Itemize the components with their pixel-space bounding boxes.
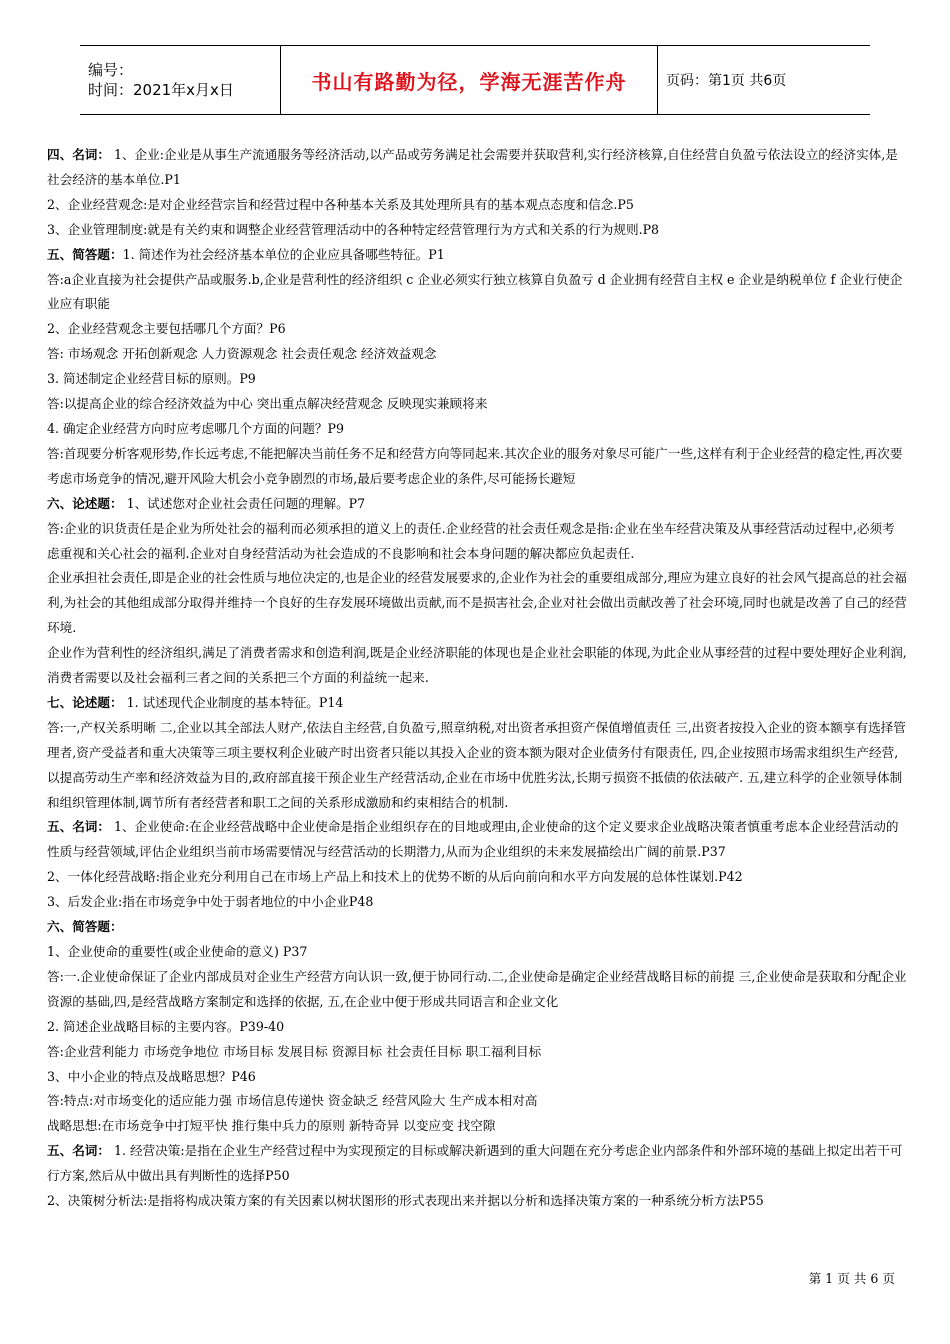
paragraph xyxy=(47,1040,907,1065)
paragraph xyxy=(47,417,907,442)
paragraph-text: 企业作为营利性的经济组织,满足了消费者需求和创造利润,既是企业经济职能的体现也是企业社会职能的体现,为此企业从事经营的过程中要处理好企业利润,消费者需要以及社会福利三者之间的关系把三个方面的利益统一起来. xyxy=(47,645,907,686)
paragraph-text: 战略思想:在市场竞争中打短平快 推行集中兵力的原则 新特奇异 以变应变 找空隙 xyxy=(47,1118,496,1134)
document-body xyxy=(47,143,907,1214)
paragraph xyxy=(47,965,907,1015)
paragraph xyxy=(47,1065,907,1090)
paragraph-text: 答:企业的识货责任是企业为所处社会的福利而必须承担的道义上的责任.企业经营的社会责任观念是指:企业在坐车经营决策及从事经营活动过程中,必须考虑重视和关心社会的福利.企业对自身经营活动为社会造成的不良影响和社会本身问题的解决都应负起责任. xyxy=(47,520,895,561)
paragraph xyxy=(47,815,907,865)
paragraph xyxy=(47,940,907,965)
section-label: 六、简答题： xyxy=(47,919,123,935)
paragraph xyxy=(47,342,907,367)
page-footer: 第 1 页 共 6 页 xyxy=(808,1271,895,1286)
paragraph xyxy=(47,442,907,492)
paragraph xyxy=(47,691,907,716)
paragraph-text: 2. 简述企业战略目标的主要内容。P39-40 xyxy=(47,1018,285,1034)
section-label: 六、论述题： xyxy=(47,495,123,511)
paragraph-text: 答:以提高企业的综合经济效益为中心 突出重点解决经营观念 反映现实兼顾将来 xyxy=(47,396,488,412)
paragraph-text: 2、企业经营观念:是对企业经营宗旨和经营过程中各种基本关系及其处理所具有的基本观点态度和信念.P5 xyxy=(47,196,634,212)
paragraph-text: 1. 简述作为社会经济基本单位的企业应具备哪些特征。P1 xyxy=(122,246,445,262)
paragraph-text: 答:一.企业使命保证了企业内部成员对企业生产经营方向认识一致,便于协同行动.二,企业使命是确定企业经营战略目标的前提 三,企业使命是获取和分配企业资源的基础,四,是经营战略方案制定和选择的依据, 五,在企业中便于形成共同语言和企业文化 xyxy=(47,968,907,1009)
paragraph xyxy=(47,218,907,243)
paragraph xyxy=(47,865,907,890)
paragraph xyxy=(47,890,907,915)
paragraph-text: 3、企业管理制度:就是有关约束和调整企业经营管理活动中的各种特定经营管理行为方式和关系的行为规则.P8 xyxy=(47,221,660,237)
paragraph-text: 1、试述您对企业社会责任问题的理解。P7 xyxy=(122,495,366,511)
section-label: 四、名词： xyxy=(47,147,110,162)
paragraph xyxy=(47,566,907,641)
paragraph-text: 3、后发企业:指在市场竞争中处于弱者地位的中小企业P48 xyxy=(47,894,374,910)
paragraph xyxy=(47,1089,907,1114)
section-label: 五、名词： xyxy=(47,1143,110,1159)
paragraph-text: 答:首现要分析客观形势,作长远考虑,不能把解决当前任务不足和经营方向等同起来.其次企业的服务对象尽可能广一些,这样有利于企业经营的稳定性,再次要考虑市场竞争的情况,避开风险大机会小竞争剧烈的市场,最后要考虑企业的条件,尽可能扬长避短 xyxy=(47,445,903,486)
paragraph-text: 1、企业使命:在企业经营战略中企业使命是指企业组织存在的目地或理由,企业使命的这个定义要求企业战略决策者慎重考虑本企业经营活动的性质与经营领域,评估企业组织当前市场需要情况与经营活动的长期潜力,从而为企业组织的未来发展描绘出广阔的前景.P37 xyxy=(47,819,899,860)
paragraph xyxy=(47,641,907,691)
paragraph-text: 答: 市场观念 开拓创新观念 人力资源观念 社会责任观念 经济效益观念 xyxy=(47,346,437,362)
paragraph xyxy=(47,243,907,268)
paragraph-text: 1. 经营决策:是指在企业生产经营过程中为实现预定的目标或解决新遇到的重大问题在充分考虑企业内部条件和外部环境的基础上拟定出若干可行方案,然后从中做出具有判断性的选择P50 xyxy=(47,1143,903,1184)
paragraph-text: 2、企业经营观念主要包括哪几个方面？P6 xyxy=(47,321,286,337)
paragraph xyxy=(47,716,907,816)
paragraph-text: 答:a企业直接为社会提供产品或服务.b,企业是营利性的经济组织 c 企业必须实行独立核算自负盈亏 d 企业拥有经营自主权 e 企业是纳税单位 f 企业行使企业应有职能 xyxy=(47,271,903,312)
section-label: 七、论述题： xyxy=(47,694,123,710)
paragraph-text: 3、中小企业的特点及战略思想？P46 xyxy=(47,1068,256,1084)
paragraph-text: 1、企业:企业是从事生产流通服务等经济活动,以产品或劳务满足社会需要并获取营利,实行经济核算,自住经营自负盈亏依法设立的经济实体,是社会经济的基本单位.P1 xyxy=(47,147,898,187)
paragraph-text: 答:企业营利能力 市场竞争地位 市场目标 发展目标 资源目标 社会责任目标 职工福利目标 xyxy=(47,1043,542,1059)
page-info: 页码：第1页 共6页 xyxy=(658,46,871,115)
paragraph xyxy=(47,268,907,318)
paragraph xyxy=(47,1139,907,1189)
paragraph xyxy=(47,517,907,567)
paragraph xyxy=(47,193,907,218)
paragraph xyxy=(47,392,907,417)
paragraph xyxy=(47,317,907,342)
paragraph xyxy=(47,492,907,517)
number-label: 编号： xyxy=(88,61,134,79)
paragraph-text: 2、一体化经营战略:指企业充分利用自己在市场上产品上和技术上的优势不断的从后向前向和水平方向发展的总体性谋划.P42 xyxy=(47,869,743,885)
paragraph-text: 答:一,产权关系明晰 二,企业以其全部法人财产,依法自主经营,自负盈亏,照章纳税,对出资者承担资产保值增值责任 三,出资者按投入企业的资本额享有选择管理者,资产受益者和重大决策等三项主要权利企业破产时出资者只能以其投入企业的资本额为限对企业债务付有限责任, 四,企业按照市场需求组织生产经营,以提高劳动生产率和经济效益为目的,政府部直接干预企业生产经营活动,企业在市场中优胜劣汰,长期亏损资不抵债的依法破产. 五,建立科学的企业领导体制和组织管理体制,调节所有者经营者和职工之间的关系形成激励和约束相结合的机制. xyxy=(47,719,906,810)
paragraph xyxy=(47,1114,907,1139)
section-label: 五、简答题： xyxy=(47,246,123,262)
paragraph-text: 2、决策树分析法:是指将构成决策方案的有关因素以树状图形的形式表现出来并据以分析和选择决策方案的一种系统分析方法P55 xyxy=(47,1193,764,1209)
motto: 书山有路勤为径，学海无涯苦作舟 xyxy=(281,46,658,115)
paragraph xyxy=(47,915,907,940)
paragraph-text: 4. 确定企业经营方向时应考虑哪几个方面的问题？P9 xyxy=(47,420,344,436)
paragraph-text: 1. 试述现代企业制度的基本特征。P14 xyxy=(122,694,344,710)
paragraph-text: 3. 简述制定企业经营目标的原则。P9 xyxy=(47,371,256,387)
header-table xyxy=(80,45,870,115)
paragraph xyxy=(47,367,907,392)
paragraph xyxy=(47,1015,907,1040)
paragraph-text: 企业承担社会责任,即是企业的社会性质与地位决定的,也是企业的经营发展要求的,企业作为社会的重要组成部分,理应为建立良好的社会风气提高总的社会福利,为社会的其他组成部分取得并维持一个良好的生存发展环境做出贡献,而不是损害社会,企业对社会做出贡献改善了社会环境,同时也就是改善了自己的经营环境. xyxy=(47,570,907,636)
paragraph xyxy=(47,1189,907,1214)
paragraph-text: 答:特点:对市场变化的适应能力强 市场信息传递快 资金缺乏 经营风险大 生产成本相对高 xyxy=(47,1093,538,1109)
section-label: 五、名词： xyxy=(47,819,110,835)
header-left-cell xyxy=(80,46,281,115)
paragraph-text: 1、企业使命的重要性(或企业使命的意义) P37 xyxy=(47,944,308,959)
paragraph xyxy=(47,143,907,193)
time-label: 时间：2021年x月x日 xyxy=(88,81,234,99)
